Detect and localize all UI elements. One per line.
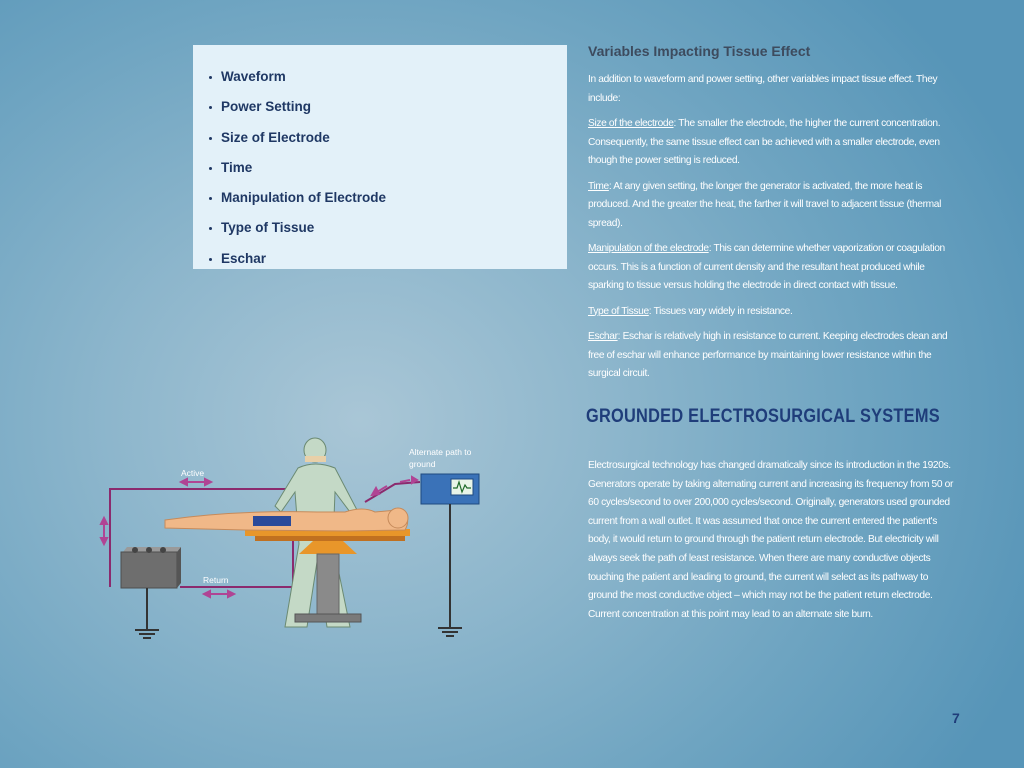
- return-label: Return: [203, 575, 229, 585]
- variable-desc: : At any given setting, the longer the generator is activated, the more heat is produced. And the greater the heat, the farther it will travel to adjacent tissue (thermal spread).: [588, 180, 942, 229]
- generator-unit: [121, 547, 181, 638]
- grounded-body: [588, 457, 960, 631]
- variable-term: Manipulation of the electrode: [588, 243, 709, 254]
- active-label: Active: [181, 468, 205, 478]
- bullet-type-of-tissue: Type of Tissue: [209, 216, 567, 246]
- variable-tissue: [588, 303, 960, 322]
- monitor-unit: [421, 474, 479, 636]
- variable-eschar: [588, 328, 960, 384]
- variable-manipulation: [588, 240, 960, 296]
- variable-term: Time: [588, 180, 609, 192]
- page-number: 7: [952, 710, 960, 726]
- grounded-paragraph: Electrosurgical technology has changed dramatically since its introduction in the 1920s. Generators operate by taking alternating current and increasing its frequency from 50 or 60 cycles/second to over 200,000 cycles/second. Originally, generators used grounded current from a wall outlet. It was assumed that once the current entered the patient's body, it would return to ground through the patient return electrode. But electricity will always seek the path of least resistance. When there are many conductive objects touching the patient and leading to ground, the current will select as its pathway to ground the most conductive object – which may not be the patient return electrode. Current concentration at this point may lead to an alternate site burn.: [588, 460, 954, 620]
- variables-bullet-box: [193, 45, 567, 269]
- grounded-title: GROUNDED ELECTROSURGICAL SYSTEMS: [586, 406, 940, 427]
- variables-intro: In addition to waveform and power setting, other variables impact tissue effect. They include:: [588, 74, 938, 104]
- variable-term: Size of the electrode: [588, 118, 674, 129]
- variable-term: Type of Tissue: [588, 305, 649, 317]
- variable-term: Eschar: [588, 331, 618, 342]
- bullet-time: Time: [209, 156, 567, 186]
- alternate-path-label-2: ground: [409, 459, 436, 469]
- variable-time: [588, 178, 960, 234]
- bullet-size-of-electrode: Size of Electrode: [209, 126, 567, 156]
- bullet-waveform: Waveform: [209, 65, 567, 95]
- operating-table: [245, 529, 410, 622]
- variable-desc: : This can determine whether vaporization or coagulation occurs. This is a function of current density and the resultant heat produced while sparking to tissue versus holding the electrode in direct contact with tissue.: [588, 243, 945, 291]
- bullet-eschar: Eschar: [209, 247, 567, 277]
- variable-desc: : The smaller the electrode, the higher the current concentration. Consequently, the same tissue effect can be achieved with a smaller electrode, even though the power setting is reduced.: [588, 118, 941, 166]
- bullet-manipulation: Manipulation of Electrode: [209, 186, 567, 216]
- alternate-path-label-1: Alternate path to: [409, 447, 472, 457]
- variables-list: [193, 45, 567, 277]
- patient-figure: [165, 508, 408, 531]
- variables-text: [588, 71, 960, 391]
- variable-desc: : Tissues vary widely in resistance.: [648, 305, 793, 317]
- bullet-power-setting: Power Setting: [209, 95, 567, 125]
- variable-size: [588, 115, 960, 171]
- electrosurgery-diagram: [95, 432, 495, 642]
- variables-title: Variables Impacting Tissue Effect: [588, 43, 811, 59]
- variable-desc: : Eschar is relatively high in resistance to current. Keeping electrodes clean and free of eschar will enhance performance by maintaining lower resistance within the surgical circuit.: [588, 331, 948, 379]
